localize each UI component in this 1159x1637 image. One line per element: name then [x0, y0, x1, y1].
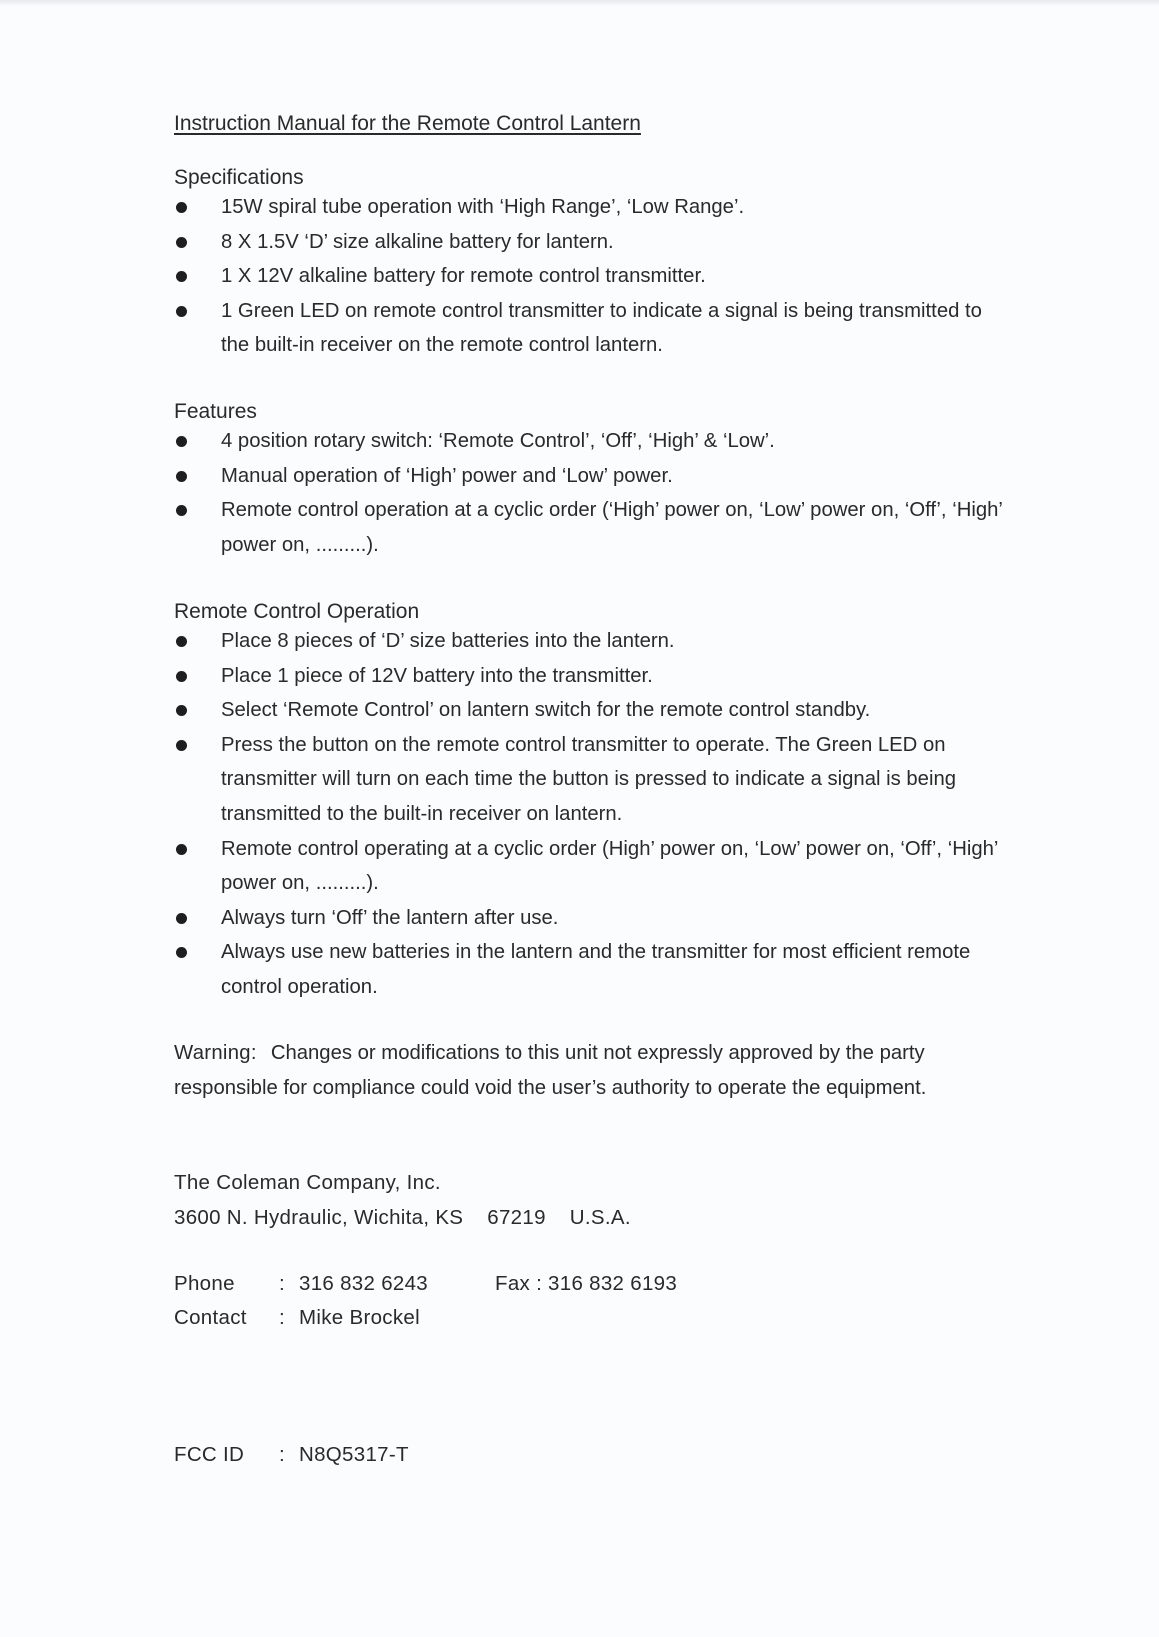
bullet-icon — [176, 740, 187, 751]
fcc-row — [174, 1443, 409, 1467]
remote-operation-heading: Remote Control Operation — [174, 600, 420, 623]
list-item: Manual operation of ‘High’ power and ‘Low’ power. — [174, 459, 1004, 494]
address-country: U.S.A. — [569, 1206, 631, 1229]
bullet-icon — [176, 844, 187, 855]
bullet-icon — [176, 271, 187, 282]
specifications-heading: Specifications — [174, 166, 304, 189]
warning-paragraph — [174, 1036, 974, 1105]
list-item: Always use new batteries in the lantern and the transmitter for most efficient remote control operation. — [174, 935, 1004, 1004]
list-item: Always turn ‘Off’ the lantern after use. — [174, 901, 1004, 936]
contact-name: Mike Brockel — [299, 1306, 420, 1329]
fcc-id: N8Q5317-T — [299, 1443, 409, 1466]
company-address — [174, 1201, 631, 1236]
bullet-icon — [176, 202, 187, 213]
contact-label: Contact — [174, 1306, 247, 1329]
address-street: 3600 N. Hydraulic, Wichita, KS — [174, 1206, 464, 1229]
separator: : — [279, 1272, 285, 1295]
fax-number: Fax : 316 832 6193 — [495, 1272, 678, 1295]
separator: : — [279, 1306, 285, 1329]
separator: : — [279, 1443, 285, 1466]
bullet-icon — [176, 436, 187, 447]
bullet-icon — [176, 671, 187, 682]
list-item: Remote control operating at a cyclic order (High’ power on, ‘Low’ power on, ‘Off’, ‘High’ power on, .........). — [174, 832, 1004, 901]
list-item: Select ‘Remote Control’ on lantern switch for the remote control standby. — [174, 693, 1004, 728]
bullet-icon — [176, 636, 187, 647]
fcc-label: FCC ID — [174, 1443, 245, 1466]
list-item: Remote control operation at a cyclic order (‘High’ power on, ‘Low’ power on, ‘Off’, ‘High’ power on, .........). — [174, 493, 1004, 562]
list-item: Place 8 pieces of ‘D’ size batteries into the lantern. — [174, 624, 1004, 659]
page-title: Instruction Manual for the Remote Control Lantern — [174, 112, 641, 135]
list-item: 8 X 1.5V ‘D’ size alkaline battery for lantern. — [174, 225, 1004, 260]
bullet-icon — [176, 705, 187, 716]
address-zip: 67219 — [487, 1206, 546, 1229]
phone-label: Phone — [174, 1272, 235, 1295]
warning-label: Warning: — [174, 1042, 257, 1064]
phone-number: 316 832 6243 — [299, 1272, 429, 1295]
bullet-icon — [176, 237, 187, 248]
list-item: Press the button on the remote control transmitter to operate. The Green LED on transmitter will turn on each time the button is pressed to indicate a signal is being transmitted to the built-in receiver on lantern. — [174, 728, 1004, 832]
company-name: The Coleman Company, Inc. — [174, 1171, 441, 1194]
list-item: 1 Green LED on remote control transmitter to indicate a signal is being transmitted to the built-in receiver on the remote control lantern. — [174, 294, 1004, 363]
list-item: 15W spiral tube operation with ‘High Range’, ‘Low Range’. — [174, 190, 1004, 225]
remote-operation-list — [174, 624, 1004, 1005]
phone-row — [174, 1272, 677, 1296]
features-heading: Features — [174, 400, 257, 423]
bullet-icon — [176, 471, 187, 482]
scan-edge — [0, 0, 1159, 6]
list-item: 4 position rotary switch: ‘Remote Control’, ‘Off’, ‘High’ & ‘Low’. — [174, 424, 1004, 459]
warning-text: Changes or modifications to this unit not expressly approved by the party responsible for compliance could void the user’s authority to operate the equipment. — [174, 1042, 927, 1099]
list-item: Place 1 piece of 12V battery into the transmitter. — [174, 659, 1004, 694]
bullet-icon — [176, 306, 187, 317]
specifications-list — [174, 190, 1004, 363]
bullet-icon — [176, 505, 187, 516]
bullet-icon — [176, 947, 187, 958]
bullet-icon — [176, 913, 187, 924]
list-item: 1 X 12V alkaline battery for remote control transmitter. — [174, 259, 1004, 294]
features-list — [174, 424, 1004, 562]
contact-row — [174, 1306, 420, 1330]
